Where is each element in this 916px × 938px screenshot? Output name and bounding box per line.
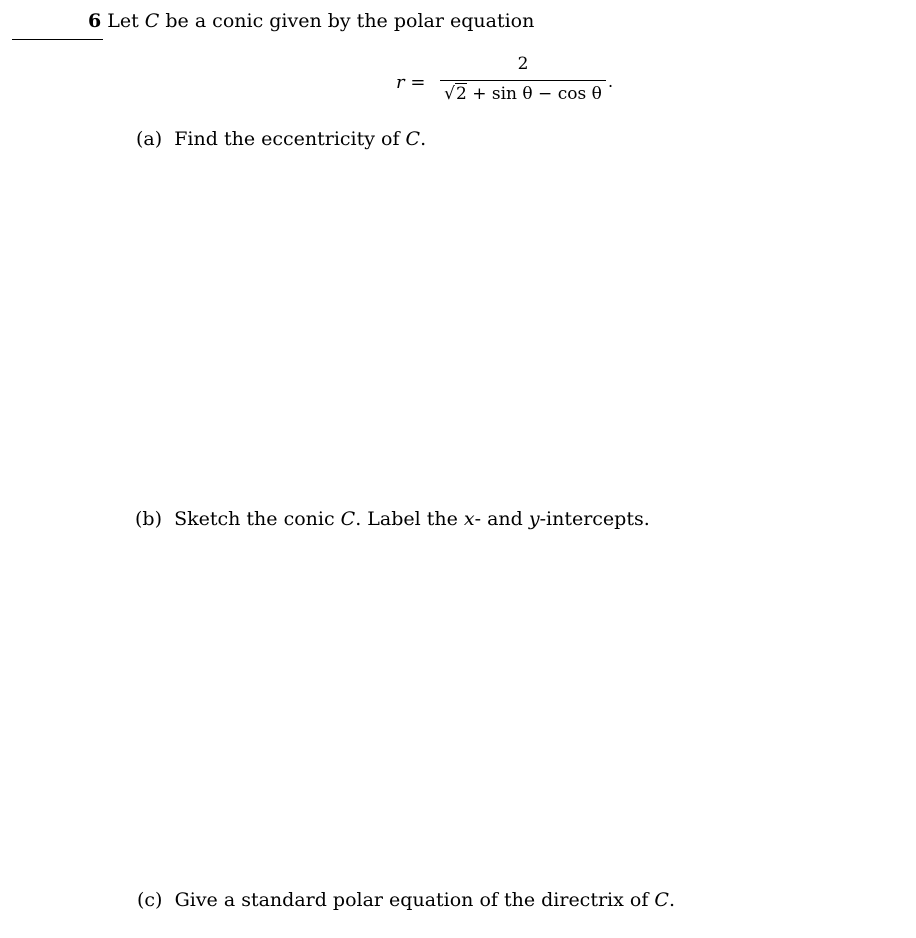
- part-b-and: - and: [474, 508, 529, 530]
- sqrt-symbol: √: [444, 84, 456, 104]
- intro-conic-variable: C: [144, 10, 160, 32]
- fraction-bar: [440, 80, 606, 81]
- problem-statement: [88, 8, 534, 34]
- denominator-rest: + sin θ − cos θ: [466, 84, 602, 104]
- part-b-y-variable: y: [528, 508, 540, 530]
- part-b-label: (b): [135, 508, 162, 530]
- part-c-text: Give a standard polar equation of the directrix of: [174, 889, 655, 911]
- part-b-end: -intercepts.: [539, 508, 650, 530]
- part-a-end: .: [420, 128, 427, 150]
- equation-lhs: r =: [396, 72, 426, 93]
- part-a-text: Find the eccentricity of: [174, 128, 406, 150]
- equation-period: .: [608, 72, 614, 91]
- part-c-question: [137, 887, 675, 913]
- equation-denominator: [438, 84, 608, 104]
- part-b-variable: C: [340, 508, 356, 530]
- problem-number: 6: [88, 10, 102, 32]
- part-a-question: [136, 126, 426, 152]
- sqrt-radicand: 2: [456, 84, 467, 104]
- intro-text-after: be a conic given by the polar equation: [159, 10, 535, 32]
- score-blank-line: [12, 39, 103, 40]
- equation-numerator: 2: [517, 54, 529, 74]
- part-b-mid: . Label the: [355, 508, 464, 530]
- intro-text-before: Let: [107, 10, 145, 32]
- part-b-text: Sketch the conic: [174, 508, 341, 530]
- part-c-variable: C: [654, 889, 669, 911]
- part-c-label: (c): [137, 889, 163, 911]
- part-c-end: .: [668, 889, 675, 911]
- part-a-label: (a): [136, 128, 163, 150]
- part-b-question: [135, 506, 650, 532]
- part-a-variable: C: [405, 128, 421, 150]
- part-b-x-variable: x: [463, 508, 475, 530]
